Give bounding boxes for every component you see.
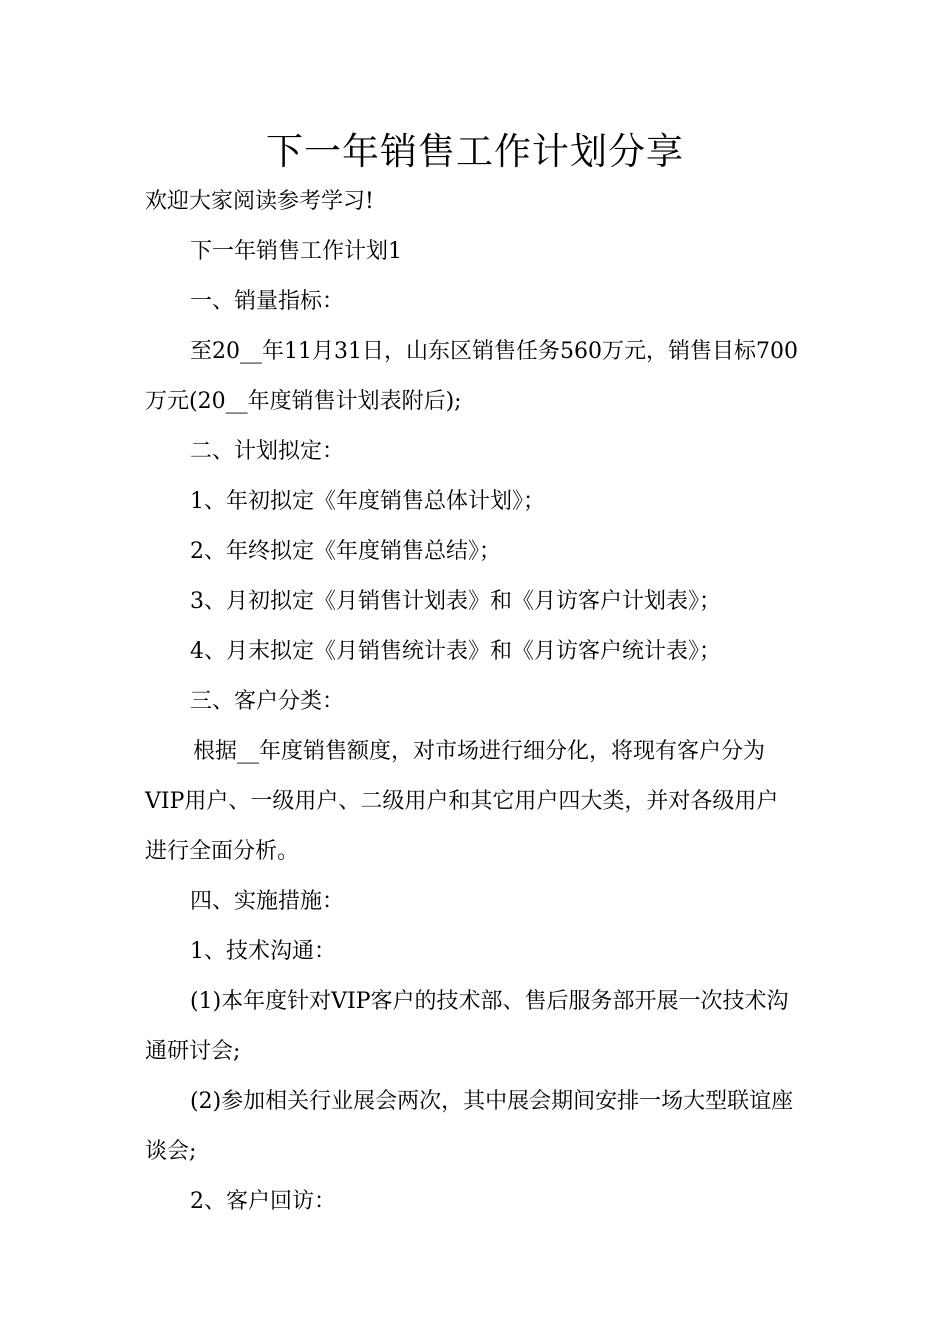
section-heading: 三、客户分类： — [190, 689, 345, 714]
paragraph-line: VIP用户、一级用户、二级用户和其它用户四大类，并对各级用户 — [145, 789, 779, 814]
list-item: 1、年初拟定《年度销售总体计划》； — [190, 489, 545, 514]
paragraph-line: 下一年销售工作计划1 — [190, 239, 402, 264]
paragraph-line: 至20__年11月31日，山东区销售任务560万元，销售目标700 — [190, 339, 798, 364]
list-item: 4、月末拟定《月销售统计表》和《月访客户统计表》； — [190, 639, 721, 664]
paragraph-line: 谈会; — [145, 1139, 197, 1164]
paragraph-line: (1)本年度针对VIP客户的技术部、售后服务部开展一次技术沟 — [190, 989, 789, 1014]
paragraph-line: 万元(20__年度销售计划表附后); — [145, 389, 462, 414]
section-heading: 二、计划拟定： — [190, 439, 345, 464]
paragraph-line: 通研讨会; — [145, 1039, 241, 1064]
list-item: 3、月初拟定《月销售计划表》和《月访客户计划表》； — [190, 589, 721, 614]
paragraph-line: 进行全面分析。 — [145, 839, 300, 864]
paragraph-line: 根据__年度销售额度，对市场进行细分化，将现有客户分为 — [193, 739, 766, 764]
list-item: 1、技术沟通： — [190, 939, 336, 964]
section-heading: 一、销量指标： — [190, 289, 345, 314]
document-title: 下一年销售工作计划分享 — [266, 130, 684, 173]
paragraph-line: (2)参加相关行业展会两次，其中展会期间安排一场大型联谊座 — [190, 1089, 794, 1114]
list-item: 2、年终拟定《年度销售总结》； — [190, 539, 501, 564]
list-item: 2、客户回访： — [190, 1189, 336, 1214]
intro-text: 欢迎大家阅读参考学习! — [145, 189, 374, 214]
section-heading: 四、实施措施： — [190, 889, 345, 914]
